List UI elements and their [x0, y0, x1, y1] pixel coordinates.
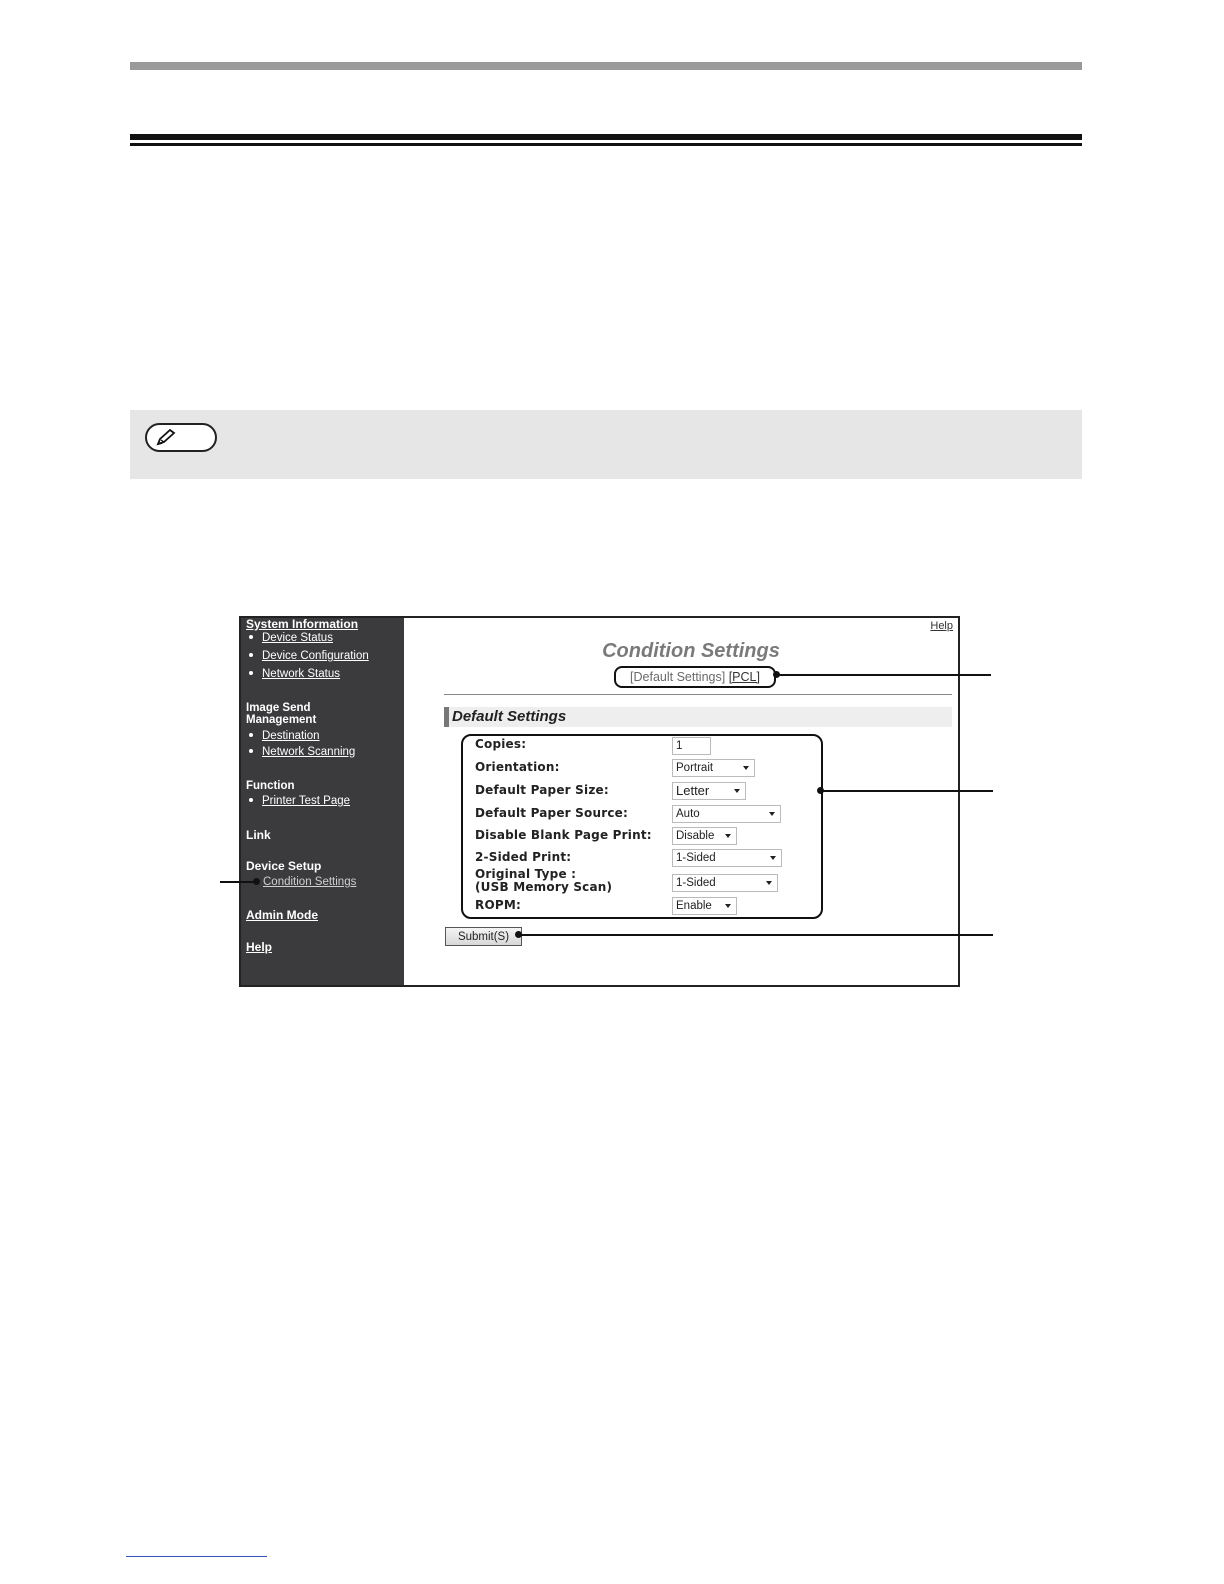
sidebar-item-label: Device Status — [262, 632, 333, 644]
sidebar-item-label: Network Scanning — [262, 746, 356, 758]
submit-button[interactable]: Submit(S) — [445, 927, 522, 946]
pencil-icon — [155, 429, 177, 447]
copies-label: Copies: — [475, 737, 527, 751]
chevron-down-icon — [766, 881, 772, 885]
callout-dot-tabs — [773, 671, 780, 678]
title-thick-rule — [130, 134, 1082, 140]
chevron-down-icon — [725, 834, 731, 838]
ropm-select[interactable] — [672, 897, 737, 915]
sidebar-item-device-configuration[interactable] — [249, 650, 369, 662]
select-value: 1-Sided — [676, 877, 716, 889]
sidebar-heading-device-setup: Device Setup — [246, 859, 322, 873]
footer-link-underline[interactable] — [126, 1556, 267, 1557]
callout-line-submit — [518, 934, 993, 936]
two-sided-label: 2-Sided Print: — [475, 850, 572, 864]
settings-form — [461, 734, 823, 919]
sidebar-item-label: Printer Test Page — [262, 795, 351, 807]
callout-line-form — [820, 790, 993, 792]
bullet-icon — [249, 749, 253, 753]
help-link[interactable]: Help — [930, 620, 953, 632]
sidebar-item-destination[interactable] — [249, 730, 320, 742]
sidebar — [241, 618, 404, 985]
select-value: Disable — [676, 830, 715, 842]
chevron-down-icon — [769, 812, 775, 816]
settings-tabs — [614, 666, 776, 688]
callout-dot-form — [817, 787, 824, 794]
bullet-icon — [249, 671, 253, 675]
note-box — [130, 410, 1082, 479]
sidebar-item-label: Condition Settings — [263, 876, 357, 888]
sidebar-help[interactable]: Help — [246, 940, 273, 954]
web-page-screenshot — [239, 616, 960, 987]
section-heading: Default Settings — [444, 707, 952, 727]
select-value: Auto — [676, 808, 700, 820]
sidebar-heading-function: Function — [246, 780, 295, 792]
label-line: Original Type : — [475, 867, 577, 881]
sidebar-item-label: Network Status — [262, 668, 340, 680]
two-sided-select[interactable] — [672, 849, 782, 867]
sidebar-heading-image-send — [246, 702, 316, 726]
header-gray-rule — [130, 62, 1082, 70]
chevron-down-icon — [743, 766, 749, 770]
tab-pcl[interactable]: [PCL] — [728, 670, 760, 684]
callout-dot-submit — [515, 931, 522, 938]
tab-default-settings[interactable]: [Default Settings] — [630, 670, 726, 684]
sidebar-item-condition-settings[interactable] — [263, 876, 356, 888]
chevron-down-icon — [770, 856, 776, 860]
title-thin-rule — [130, 143, 1082, 146]
blank-page-label: Disable Blank Page Print: — [475, 828, 652, 842]
bullet-icon — [249, 635, 253, 639]
select-value: Portrait — [676, 762, 714, 774]
bullet-icon — [249, 798, 253, 802]
bullet-icon — [249, 653, 253, 657]
sidebar-item-label: Destination — [262, 730, 320, 742]
select-value: Letter — [676, 783, 710, 798]
paper-size-select[interactable] — [672, 782, 746, 800]
callout-line-tabs — [776, 674, 991, 676]
sidebar-system-information[interactable]: System Information — [246, 617, 359, 631]
original-type-label — [475, 868, 612, 894]
sidebar-link[interactable]: Link — [246, 828, 271, 842]
page-title: Condition Settings — [602, 640, 780, 662]
orientation-select[interactable] — [672, 759, 755, 777]
bullet-icon — [249, 733, 253, 737]
chevron-down-icon — [725, 904, 731, 908]
sidebar-admin-mode[interactable]: Admin Mode — [246, 908, 318, 922]
sidebar-item-device-status[interactable] — [249, 632, 333, 644]
sidebar-item-network-scanning[interactable] — [249, 746, 355, 758]
heading-line: Image Send — [246, 702, 311, 714]
sidebar-item-printer-test-page[interactable] — [249, 795, 350, 807]
label-line: (USB Memory Scan) — [475, 880, 613, 894]
callout-line-sidebar — [220, 881, 256, 883]
callout-dot-sidebar — [253, 878, 260, 885]
copies-input[interactable]: 1 — [672, 737, 711, 755]
note-badge — [145, 423, 217, 452]
sidebar-item-network-status[interactable] — [249, 668, 340, 680]
sidebar-item-label: Device Configuration — [262, 650, 369, 662]
select-value: 1-Sided — [676, 852, 716, 864]
blank-page-select[interactable] — [672, 827, 737, 845]
paper-source-select[interactable] — [672, 805, 781, 823]
original-type-select[interactable] — [672, 874, 778, 892]
select-value: Enable — [676, 900, 712, 912]
orientation-label: Orientation: — [475, 760, 560, 774]
divider — [444, 694, 952, 695]
paper-source-label: Default Paper Source: — [475, 806, 628, 820]
heading-line: Management — [246, 714, 317, 726]
chevron-down-icon — [734, 789, 740, 793]
paper-size-label: Default Paper Size: — [475, 783, 609, 797]
ropm-label: ROPM: — [475, 898, 521, 912]
